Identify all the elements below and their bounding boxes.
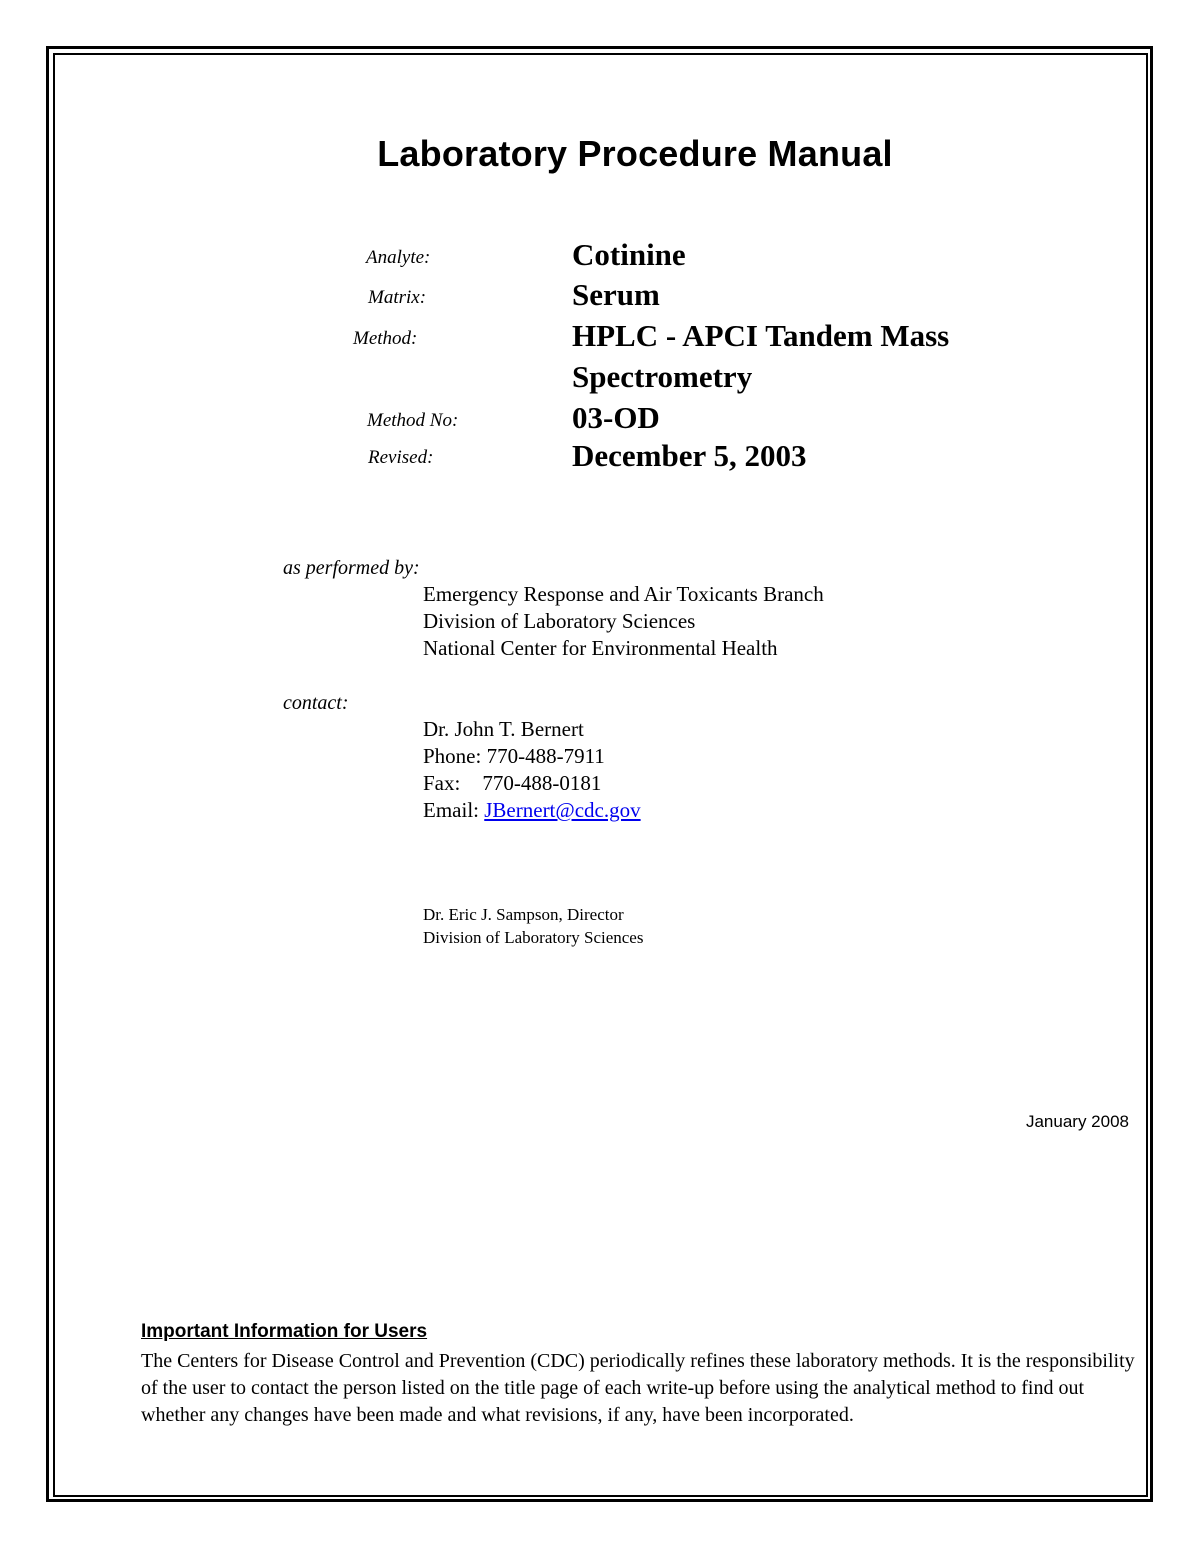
contact-phone-row [423, 743, 641, 770]
matrix-label: Matrix: [368, 287, 427, 308]
director-block [423, 903, 643, 949]
revised-label: Revised: [368, 447, 434, 468]
phone-label: Phone: [423, 744, 482, 768]
contact-name: Dr. John T. Bernert [423, 717, 584, 741]
performed-by-line: Division of Laboratory Sciences [423, 609, 696, 633]
performed-by-block [423, 581, 824, 662]
method-value-line2: Spectrometry [572, 359, 753, 394]
contact-email-row [423, 797, 641, 824]
contact-label: contact: [283, 692, 349, 714]
document-date: January 2008 [1025, 1112, 1129, 1131]
method-no-label: Method No: [367, 410, 459, 431]
contact-block [423, 716, 641, 824]
important-info-body: The Centers for Disease Control and Prevention (CDC) periodically refines these laboratory methods. It is the responsibility of the user to contact the person listed on the title page of each write-up before using the analytical method to find out whether any changes have been made and what revisions, if any, have been incorporated. [141, 1350, 1135, 1426]
email-label: Email: [423, 798, 479, 822]
analyte-value: Cotinine [572, 237, 686, 272]
contact-fax-row [423, 770, 641, 797]
director-division: Division of Laboratory Sciences [423, 928, 644, 947]
director-name: Dr. Eric J. Sampson, Director [423, 905, 624, 924]
email-link[interactable]: JBernert@cdc.gov [484, 798, 641, 822]
method-no-value: 03-OD [572, 400, 660, 435]
analyte-label: Analyte: [366, 247, 431, 268]
revised-value: December 5, 2003 [572, 438, 807, 473]
document-title: Laboratory Procedure Manual [377, 133, 893, 174]
fax-number: 770-488-0181 [482, 771, 602, 795]
performed-by-line: Emergency Response and Air Toxicants Branch [423, 582, 824, 606]
important-info-heading: Important Information for Users [141, 1321, 428, 1342]
phone-number: 770-488-7911 [486, 744, 605, 768]
matrix-value: Serum [572, 277, 660, 312]
method-value-line1: HPLC - APCI Tandem Mass [572, 318, 950, 353]
performed-by-label: as performed by: [283, 557, 420, 579]
fax-label: Fax: [423, 771, 461, 795]
performed-by-line: National Center for Environmental Health [423, 636, 778, 660]
method-label: Method: [353, 328, 418, 349]
